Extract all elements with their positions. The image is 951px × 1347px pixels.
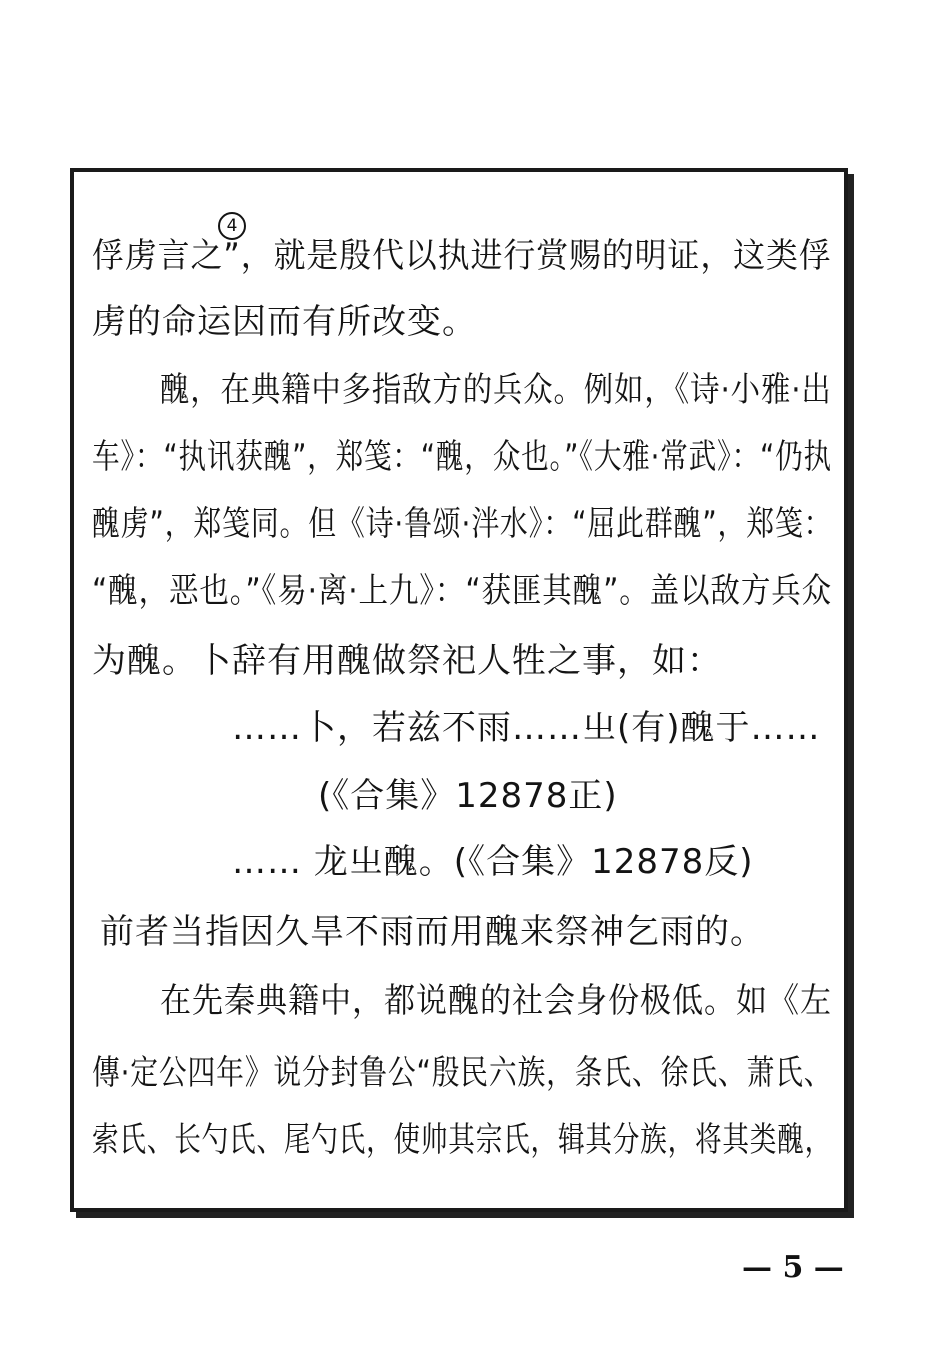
text-line-5: 醜虏”，郑笺同。但《诗·鲁颂·泮水》：“屈此群醜”，郑笺： [92,504,833,544]
text-line-9: (《合集》12878正) [318,776,618,816]
text-line-6: “醜，恶也。”《易·离·上九》：“获匪其醜”。盖以敌方兵众 [92,571,833,611]
text-line-14: 索氏、长勺氏、尾勺氏，使帅其宗氏，辑其分族，将其类醜， [92,1120,833,1160]
text-line-10: …… 龙㞢醜。(《合集》12878反) [232,842,754,882]
text-line-13: 傳·定公四年》说分封鲁公“殷民六族，条氏、徐氏、萧氏、 [92,1053,833,1093]
text-line-11: 前者当指因久旱不雨而用醜来祭神乞雨的。 [100,912,765,952]
footnote-marker: 4 [218,212,246,240]
text-line-4: 车》：“执讯获醜”，郑笺：“醜，众也。”《大雅·常武》：“仍执 [92,437,832,477]
text-line-3: 醜，在典籍中多指敌方的兵众。例如，《诗·小雅·出 [160,370,832,410]
text-line-8: ……卜，若兹不雨……㞢(有)醜于…… [232,708,821,748]
page-number: — 5 — [742,1250,844,1285]
text-line-12: 在先秦典籍中，都说醜的社会身份极低。如《左 [160,981,833,1021]
text-line-7: 为醜。卜辞有用醜做祭祀人牲之事，如： [92,641,722,681]
text-line-2: 虏的命运因而有所改变。 [92,302,477,342]
text-line-1: 俘虏言之”，就是殷代以执进行赏赐的明证，这类俘 [92,236,832,276]
